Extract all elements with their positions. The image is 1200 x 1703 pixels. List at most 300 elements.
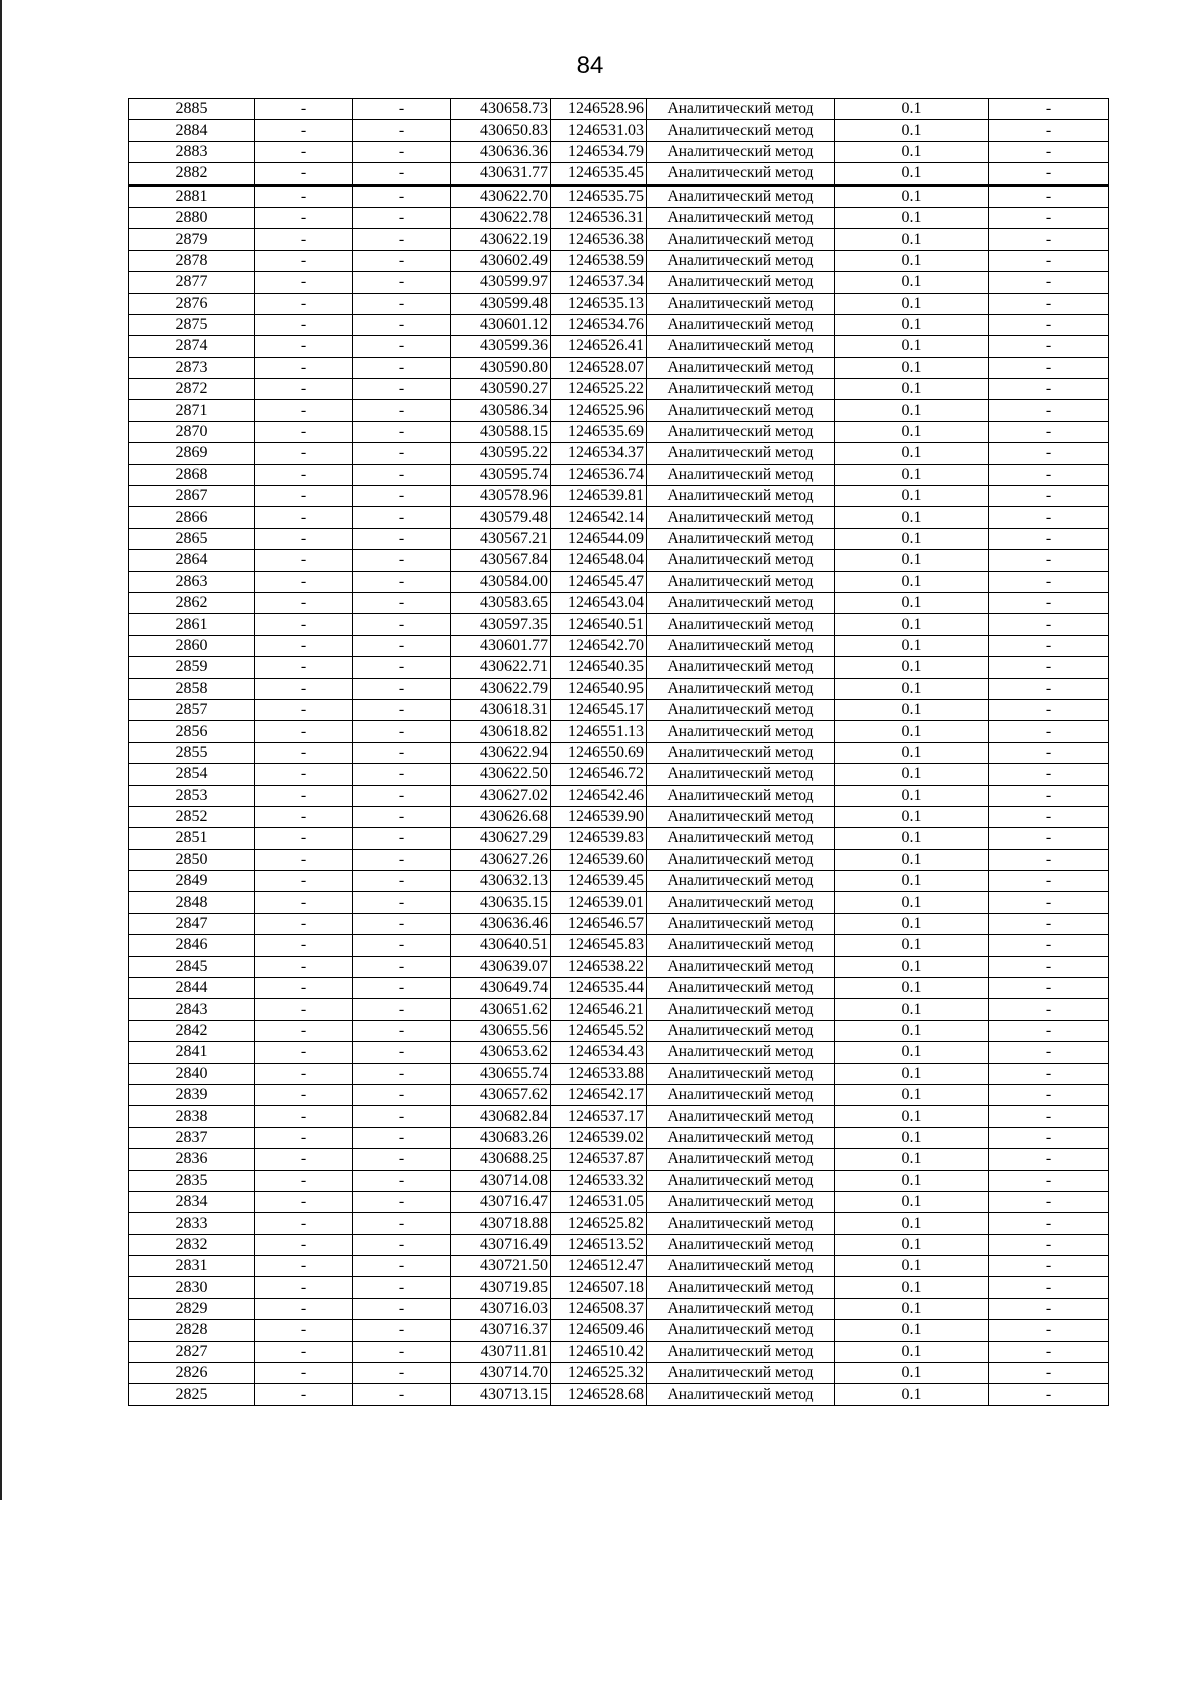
accuracy-cell: 0.1 (835, 1149, 989, 1170)
dash-cell-c: - (989, 120, 1109, 141)
dash-cell-b: - (353, 421, 451, 442)
dash-cell-c: - (989, 935, 1109, 956)
method-cell: Аналитический метод (647, 1363, 835, 1384)
table-row (129, 486, 1109, 507)
dash-cell-a: - (255, 592, 353, 613)
y-coordinate-cell: 1246535.69 (551, 421, 647, 442)
dash-cell-a: - (255, 314, 353, 335)
dash-cell-b: - (353, 1298, 451, 1319)
dash-cell-a: - (255, 486, 353, 507)
y-coordinate-cell: 1246528.96 (551, 99, 647, 120)
method-cell: Аналитический метод (647, 443, 835, 464)
point-number-cell: 2831 (129, 1256, 255, 1277)
accuracy-cell: 0.1 (835, 614, 989, 635)
method-cell: Аналитический метод (647, 999, 835, 1020)
dash-cell-c: - (989, 721, 1109, 742)
point-number-cell: 2832 (129, 1234, 255, 1255)
method-cell: Аналитический метод (647, 486, 835, 507)
x-coordinate-cell: 430579.48 (451, 507, 551, 528)
y-coordinate-cell: 1246534.43 (551, 1042, 647, 1063)
point-number-cell: 2843 (129, 999, 255, 1020)
table-row (129, 657, 1109, 678)
dash-cell-c: - (989, 571, 1109, 592)
dash-cell-a: - (255, 99, 353, 120)
dash-cell-a: - (255, 528, 353, 549)
accuracy-cell: 0.1 (835, 1341, 989, 1362)
dash-cell-a: - (255, 785, 353, 806)
dash-cell-a: - (255, 1063, 353, 1084)
x-coordinate-cell: 430567.84 (451, 550, 551, 571)
dash-cell-c: - (989, 1063, 1109, 1084)
x-coordinate-cell: 430721.50 (451, 1256, 551, 1277)
x-coordinate-cell: 430636.46 (451, 913, 551, 934)
dash-cell-c: - (989, 635, 1109, 656)
x-coordinate-cell: 430716.49 (451, 1234, 551, 1255)
x-coordinate-cell: 430626.68 (451, 806, 551, 827)
accuracy-cell: 0.1 (835, 1106, 989, 1127)
dash-cell-b: - (353, 635, 451, 656)
method-cell: Аналитический метод (647, 913, 835, 934)
dash-cell-c: - (989, 892, 1109, 913)
x-coordinate-cell: 430636.36 (451, 141, 551, 162)
table-row (129, 828, 1109, 849)
table-body (129, 99, 1109, 1406)
dash-cell-a: - (255, 935, 353, 956)
accuracy-cell: 0.1 (835, 250, 989, 271)
dash-cell-c: - (989, 1106, 1109, 1127)
accuracy-cell: 0.1 (835, 379, 989, 400)
table-row (129, 721, 1109, 742)
point-number-cell: 2841 (129, 1042, 255, 1063)
accuracy-cell: 0.1 (835, 443, 989, 464)
dash-cell-c: - (989, 464, 1109, 485)
x-coordinate-cell: 430655.56 (451, 1020, 551, 1041)
table-row (129, 785, 1109, 806)
method-cell: Аналитический метод (647, 1127, 835, 1148)
y-coordinate-cell: 1246537.34 (551, 272, 647, 293)
y-coordinate-cell: 1246508.37 (551, 1298, 647, 1319)
point-number-cell: 2827 (129, 1341, 255, 1362)
accuracy-cell: 0.1 (835, 956, 989, 977)
y-coordinate-cell: 1246542.17 (551, 1084, 647, 1105)
method-cell: Аналитический метод (647, 163, 835, 185)
dash-cell-a: - (255, 892, 353, 913)
accuracy-cell: 0.1 (835, 657, 989, 678)
table-row (129, 464, 1109, 485)
x-coordinate-cell: 430714.70 (451, 1363, 551, 1384)
dash-cell-a: - (255, 1213, 353, 1234)
x-coordinate-cell: 430658.73 (451, 99, 551, 120)
dash-cell-b: - (353, 120, 451, 141)
method-cell: Аналитический метод (647, 678, 835, 699)
dash-cell-a: - (255, 1170, 353, 1191)
dash-cell-c: - (989, 1234, 1109, 1255)
method-cell: Аналитический метод (647, 229, 835, 250)
table-row (129, 956, 1109, 977)
dash-cell-a: - (255, 400, 353, 421)
dash-cell-c: - (989, 592, 1109, 613)
dash-cell-c: - (989, 614, 1109, 635)
y-coordinate-cell: 1246538.59 (551, 250, 647, 271)
point-number-cell: 2873 (129, 357, 255, 378)
dash-cell-b: - (353, 464, 451, 485)
table-row (129, 293, 1109, 314)
dash-cell-c: - (989, 849, 1109, 870)
y-coordinate-cell: 1246544.09 (551, 528, 647, 549)
dash-cell-a: - (255, 1127, 353, 1148)
dash-cell-b: - (353, 1042, 451, 1063)
point-number-cell: 2852 (129, 806, 255, 827)
method-cell: Аналитический метод (647, 1384, 835, 1405)
dash-cell-b: - (353, 250, 451, 271)
dash-cell-c: - (989, 163, 1109, 185)
dash-cell-a: - (255, 699, 353, 720)
accuracy-cell: 0.1 (835, 163, 989, 185)
dash-cell-c: - (989, 400, 1109, 421)
x-coordinate-cell: 430649.74 (451, 978, 551, 999)
accuracy-cell: 0.1 (835, 550, 989, 571)
dash-cell-c: - (989, 913, 1109, 934)
dash-cell-b: - (353, 1320, 451, 1341)
dash-cell-a: - (255, 1234, 353, 1255)
method-cell: Аналитический метод (647, 336, 835, 357)
dash-cell-a: - (255, 1298, 353, 1319)
x-coordinate-cell: 430622.50 (451, 764, 551, 785)
accuracy-cell: 0.1 (835, 1298, 989, 1319)
x-coordinate-cell: 430716.03 (451, 1298, 551, 1319)
table-row (129, 1234, 1109, 1255)
dash-cell-c: - (989, 1320, 1109, 1341)
table-row (129, 141, 1109, 162)
table-row (129, 443, 1109, 464)
dash-cell-c: - (989, 99, 1109, 120)
method-cell: Аналитический метод (647, 721, 835, 742)
dash-cell-b: - (353, 141, 451, 162)
dash-cell-c: - (989, 657, 1109, 678)
y-coordinate-cell: 1246539.81 (551, 486, 647, 507)
dash-cell-a: - (255, 120, 353, 141)
dash-cell-c: - (989, 185, 1109, 207)
method-cell: Аналитический метод (647, 528, 835, 549)
accuracy-cell: 0.1 (835, 1256, 989, 1277)
dash-cell-a: - (255, 1341, 353, 1362)
point-number-cell: 2849 (129, 871, 255, 892)
table-row (129, 1042, 1109, 1063)
point-number-cell: 2865 (129, 528, 255, 549)
point-number-cell: 2847 (129, 913, 255, 934)
dash-cell-a: - (255, 1020, 353, 1041)
dash-cell-b: - (353, 1384, 451, 1405)
method-cell: Аналитический метод (647, 1149, 835, 1170)
method-cell: Аналитический метод (647, 614, 835, 635)
dash-cell-c: - (989, 1170, 1109, 1191)
accuracy-cell: 0.1 (835, 849, 989, 870)
method-cell: Аналитический метод (647, 1063, 835, 1084)
method-cell: Аналитический метод (647, 185, 835, 207)
dash-cell-b: - (353, 379, 451, 400)
point-number-cell: 2863 (129, 571, 255, 592)
dash-cell-b: - (353, 1084, 451, 1105)
dash-cell-b: - (353, 592, 451, 613)
dash-cell-a: - (255, 336, 353, 357)
y-coordinate-cell: 1246526.41 (551, 336, 647, 357)
dash-cell-c: - (989, 229, 1109, 250)
y-coordinate-cell: 1246539.02 (551, 1127, 647, 1148)
dash-cell-b: - (353, 849, 451, 870)
dash-cell-a: - (255, 1256, 353, 1277)
dash-cell-a: - (255, 913, 353, 934)
method-cell: Аналитический метод (647, 1106, 835, 1127)
x-coordinate-cell: 430599.97 (451, 272, 551, 293)
dash-cell-b: - (353, 1341, 451, 1362)
y-coordinate-cell: 1246525.96 (551, 400, 647, 421)
accuracy-cell: 0.1 (835, 185, 989, 207)
dash-cell-b: - (353, 764, 451, 785)
dash-cell-a: - (255, 1320, 353, 1341)
point-number-cell: 2868 (129, 464, 255, 485)
table-row (129, 1320, 1109, 1341)
x-coordinate-cell: 430622.19 (451, 229, 551, 250)
dash-cell-a: - (255, 614, 353, 635)
dash-cell-a: - (255, 1277, 353, 1298)
method-cell: Аналитический метод (647, 357, 835, 378)
y-coordinate-cell: 1246540.51 (551, 614, 647, 635)
accuracy-cell: 0.1 (835, 1320, 989, 1341)
y-coordinate-cell: 1246537.87 (551, 1149, 647, 1170)
y-coordinate-cell: 1246528.07 (551, 357, 647, 378)
method-cell: Аналитический метод (647, 550, 835, 571)
x-coordinate-cell: 430622.94 (451, 742, 551, 763)
point-number-cell: 2842 (129, 1020, 255, 1041)
dash-cell-b: - (353, 1170, 451, 1191)
dash-cell-a: - (255, 635, 353, 656)
y-coordinate-cell: 1246509.46 (551, 1320, 647, 1341)
dash-cell-c: - (989, 207, 1109, 228)
table-row (129, 742, 1109, 763)
x-coordinate-cell: 430716.47 (451, 1191, 551, 1212)
x-coordinate-cell: 430719.85 (451, 1277, 551, 1298)
table-row (129, 1084, 1109, 1105)
method-cell: Аналитический метод (647, 1042, 835, 1063)
accuracy-cell: 0.1 (835, 721, 989, 742)
point-number-cell: 2828 (129, 1320, 255, 1341)
point-number-cell: 2877 (129, 272, 255, 293)
y-coordinate-cell: 1246528.68 (551, 1384, 647, 1405)
table-row (129, 935, 1109, 956)
method-cell: Аналитический метод (647, 1320, 835, 1341)
table-row (129, 1256, 1109, 1277)
dash-cell-b: - (353, 1213, 451, 1234)
table-row (129, 635, 1109, 656)
table-row (129, 678, 1109, 699)
x-coordinate-cell: 430595.22 (451, 443, 551, 464)
table-row (129, 357, 1109, 378)
table-row (129, 913, 1109, 934)
x-coordinate-cell: 430588.15 (451, 421, 551, 442)
point-number-cell: 2848 (129, 892, 255, 913)
dash-cell-b: - (353, 293, 451, 314)
dash-cell-b: - (353, 550, 451, 571)
table-row (129, 1191, 1109, 1212)
table-row (129, 1149, 1109, 1170)
y-coordinate-cell: 1246540.35 (551, 657, 647, 678)
dash-cell-c: - (989, 357, 1109, 378)
method-cell: Аналитический метод (647, 571, 835, 592)
x-coordinate-cell: 430714.08 (451, 1170, 551, 1191)
dash-cell-b: - (353, 871, 451, 892)
dash-cell-a: - (255, 421, 353, 442)
dash-cell-c: - (989, 742, 1109, 763)
table-row (129, 1384, 1109, 1405)
table-row (129, 1298, 1109, 1319)
dash-cell-b: - (353, 1256, 451, 1277)
method-cell: Аналитический метод (647, 1277, 835, 1298)
x-coordinate-cell: 430599.36 (451, 336, 551, 357)
accuracy-cell: 0.1 (835, 1191, 989, 1212)
x-coordinate-cell: 430622.70 (451, 185, 551, 207)
dash-cell-b: - (353, 185, 451, 207)
dash-cell-c: - (989, 1042, 1109, 1063)
point-number-cell: 2859 (129, 657, 255, 678)
point-number-cell: 2883 (129, 141, 255, 162)
table-row (129, 400, 1109, 421)
point-number-cell: 2861 (129, 614, 255, 635)
accuracy-cell: 0.1 (835, 464, 989, 485)
dash-cell-a: - (255, 849, 353, 870)
x-coordinate-cell: 430618.82 (451, 721, 551, 742)
y-coordinate-cell: 1246536.38 (551, 229, 647, 250)
x-coordinate-cell: 430639.07 (451, 956, 551, 977)
table-row (129, 978, 1109, 999)
method-cell: Аналитический метод (647, 806, 835, 827)
point-number-cell: 2857 (129, 699, 255, 720)
accuracy-cell: 0.1 (835, 1384, 989, 1405)
x-coordinate-cell: 430622.79 (451, 678, 551, 699)
dash-cell-c: - (989, 528, 1109, 549)
y-coordinate-cell: 1246535.75 (551, 185, 647, 207)
dash-cell-a: - (255, 272, 353, 293)
method-cell: Аналитический метод (647, 657, 835, 678)
method-cell: Аналитический метод (647, 1020, 835, 1041)
dash-cell-c: - (989, 1020, 1109, 1041)
x-coordinate-cell: 430622.78 (451, 207, 551, 228)
y-coordinate-cell: 1246513.52 (551, 1234, 647, 1255)
dash-cell-c: - (989, 699, 1109, 720)
x-coordinate-cell: 430650.83 (451, 120, 551, 141)
method-cell: Аналитический метод (647, 978, 835, 999)
accuracy-cell: 0.1 (835, 913, 989, 934)
dash-cell-b: - (353, 1127, 451, 1148)
y-coordinate-cell: 1246525.22 (551, 379, 647, 400)
y-coordinate-cell: 1246525.82 (551, 1213, 647, 1234)
dash-cell-c: - (989, 141, 1109, 162)
dash-cell-c: - (989, 1084, 1109, 1105)
dash-cell-c: - (989, 1191, 1109, 1212)
dash-cell-b: - (353, 357, 451, 378)
point-number-cell: 2835 (129, 1170, 255, 1191)
x-coordinate-cell: 430602.49 (451, 250, 551, 271)
accuracy-cell: 0.1 (835, 806, 989, 827)
y-coordinate-cell: 1246539.83 (551, 828, 647, 849)
dash-cell-b: - (353, 1363, 451, 1384)
x-coordinate-cell: 430716.37 (451, 1320, 551, 1341)
x-coordinate-cell: 430688.25 (451, 1149, 551, 1170)
table-row (129, 550, 1109, 571)
method-cell: Аналитический метод (647, 314, 835, 335)
method-cell: Аналитический метод (647, 742, 835, 763)
accuracy-cell: 0.1 (835, 1127, 989, 1148)
dash-cell-b: - (353, 400, 451, 421)
y-coordinate-cell: 1246525.32 (551, 1363, 647, 1384)
y-coordinate-cell: 1246535.45 (551, 163, 647, 185)
x-coordinate-cell: 430586.34 (451, 400, 551, 421)
dash-cell-c: - (989, 486, 1109, 507)
method-cell: Аналитический метод (647, 1341, 835, 1362)
method-cell: Аналитический метод (647, 828, 835, 849)
point-number-cell: 2879 (129, 229, 255, 250)
dash-cell-b: - (353, 99, 451, 120)
dash-cell-a: - (255, 185, 353, 207)
point-number-cell: 2830 (129, 1277, 255, 1298)
table-row (129, 1363, 1109, 1384)
y-coordinate-cell: 1246531.05 (551, 1191, 647, 1212)
method-cell: Аналитический метод (647, 871, 835, 892)
accuracy-cell: 0.1 (835, 336, 989, 357)
table-row (129, 999, 1109, 1020)
y-coordinate-cell: 1246548.04 (551, 550, 647, 571)
x-coordinate-cell: 430578.96 (451, 486, 551, 507)
method-cell: Аналитический метод (647, 272, 835, 293)
dash-cell-a: - (255, 721, 353, 742)
point-number-cell: 2882 (129, 163, 255, 185)
x-coordinate-cell: 430657.62 (451, 1084, 551, 1105)
dash-cell-c: - (989, 507, 1109, 528)
dash-cell-a: - (255, 229, 353, 250)
dash-cell-b: - (353, 1234, 451, 1255)
method-cell: Аналитический метод (647, 141, 835, 162)
point-number-cell: 2870 (129, 421, 255, 442)
dash-cell-b: - (353, 785, 451, 806)
dash-cell-b: - (353, 828, 451, 849)
dash-cell-a: - (255, 956, 353, 977)
x-coordinate-cell: 430640.51 (451, 935, 551, 956)
x-coordinate-cell: 430595.74 (451, 464, 551, 485)
dash-cell-c: - (989, 443, 1109, 464)
y-coordinate-cell: 1246536.31 (551, 207, 647, 228)
y-coordinate-cell: 1246546.57 (551, 913, 647, 934)
dash-cell-c: - (989, 550, 1109, 571)
table-row (129, 1020, 1109, 1041)
method-cell: Аналитический метод (647, 464, 835, 485)
accuracy-cell: 0.1 (835, 571, 989, 592)
accuracy-cell: 0.1 (835, 507, 989, 528)
y-coordinate-cell: 1246535.44 (551, 978, 647, 999)
point-number-cell: 2884 (129, 120, 255, 141)
point-number-cell: 2858 (129, 678, 255, 699)
point-number-cell: 2880 (129, 207, 255, 228)
dash-cell-a: - (255, 1191, 353, 1212)
x-coordinate-cell: 430601.77 (451, 635, 551, 656)
point-number-cell: 2866 (129, 507, 255, 528)
point-number-cell: 2874 (129, 336, 255, 357)
accuracy-cell: 0.1 (835, 828, 989, 849)
dash-cell-b: - (353, 443, 451, 464)
dash-cell-a: - (255, 764, 353, 785)
dash-cell-b: - (353, 314, 451, 335)
table-row (129, 699, 1109, 720)
table-row (129, 849, 1109, 870)
method-cell: Аналитический метод (647, 935, 835, 956)
